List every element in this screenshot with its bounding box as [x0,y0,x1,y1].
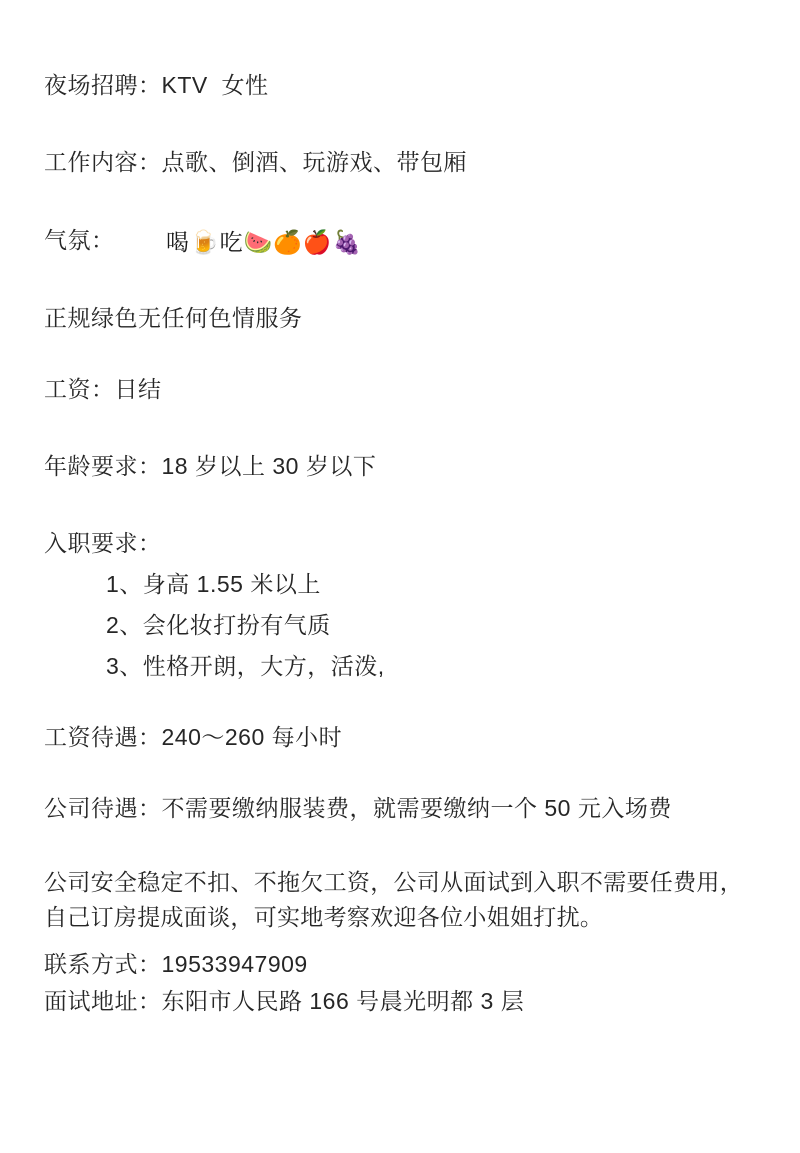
company-note-paragraph: 公司安全稳定不扣、不拖欠工资，公司从面试到入职不需要任费用，自己订房提成面谈，可实地考察欢迎各位小姐姐打扰。 [44,868,743,931]
mood-label: 气氛： [44,227,115,254]
contact-block [44,946,756,1020]
wage-detail-line: 工资待遇：240～260 每小时 [44,724,343,751]
job-content-line: 工作内容：点歌、倒酒、玩游戏、带包厢 [44,149,467,176]
entry-requirement-item: 3、性格开朗，大方，活泼, [106,653,385,680]
compliance-line: 正规绿色无任何色情服务 [44,305,303,332]
age-requirement-line: 年龄要求：18 岁以上 30 岁以下 [44,453,377,480]
company-terms-line: 公司待遇：不需要缴纳服装费，就需要缴纳一个 50 元入场费 [44,795,672,822]
mood-emoji-text: 喝🍺吃🍉🍊🍎🍇 [166,230,363,257]
contact-line: 联系方式：19533947909 [44,950,308,977]
entry-requirement-item: 1、身高 1.55 米以上 [106,571,321,598]
interview-address-line: 面试地址：东阳市人民路 166 号晨光明都 3 层 [44,987,525,1014]
salary-line: 工资：日结 [44,376,162,403]
mood-row [44,224,756,257]
entry-requirement-item: 2、会化妆打扮有气质 [106,612,331,639]
page-title: 夜场招聘：KTV 女性 [44,72,269,98]
entry-requirements-heading: 入职要求： [44,530,162,557]
